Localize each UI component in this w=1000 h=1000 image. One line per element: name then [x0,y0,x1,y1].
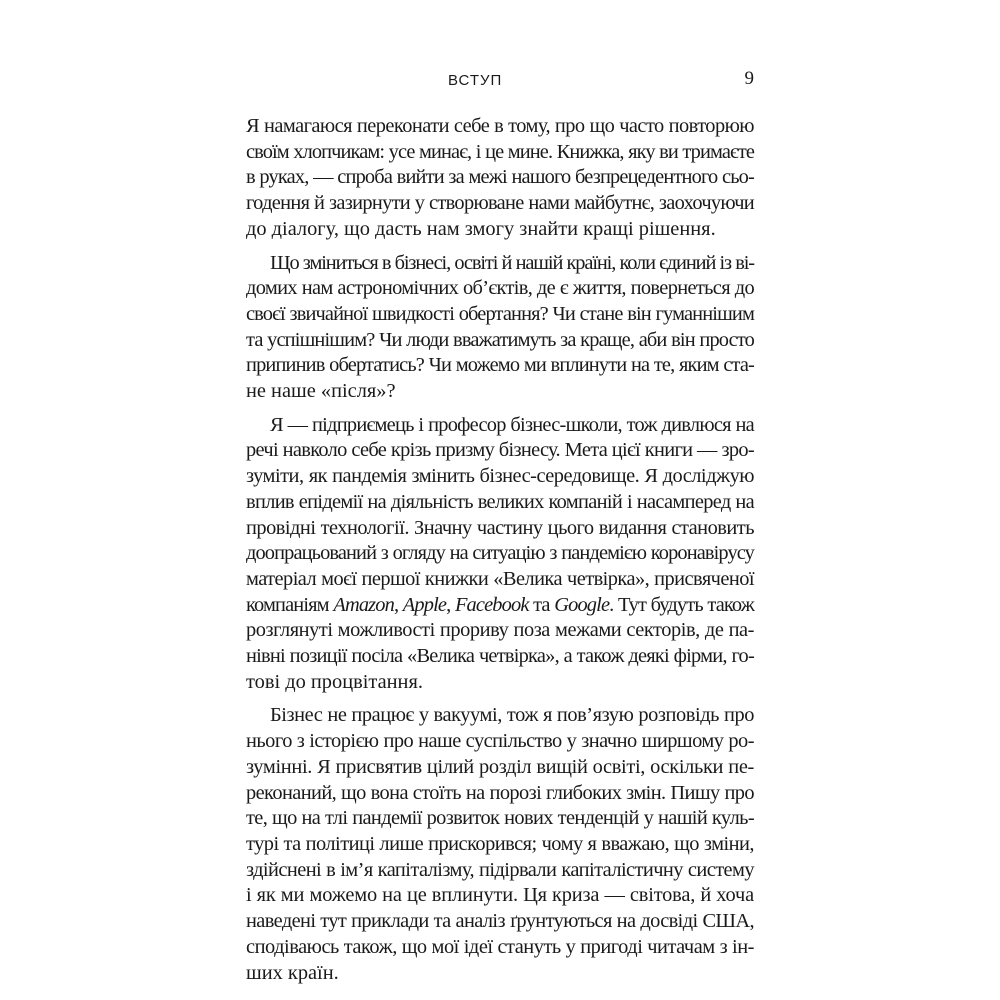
text-line: зуміти, як пандемія змінить бізнес-середовище. Я досліджую [246,465,754,488]
text-line: компаніям Amazon, Apple, Facebook та Google. Тут будуть також [246,593,754,616]
page-number: 9 [744,68,754,89]
text-line: своєї звичайної швидкості обертання? Чи стане він гуманнішим [246,302,754,325]
text-line: в руках, — спроба вийти за межі нашого безпрецедентного сьо- [246,166,754,189]
text-line: та успішнішим? Чи люди вважатимуть за краще, аби він просто [246,328,754,351]
text-line: наведені тут приклади та аналіз ґрунтуються на досвіді США, [246,910,754,933]
text-line: вплив епідемії на діяльність великих компаній і насамперед на [246,490,754,513]
text-line: реконаний, що вона стоїть на порозі глибоких змін. Пишу про [246,781,754,804]
text-line: Що зміниться в бізнесі, освіті й нашій країні, коли єдиний із ві- [270,251,754,274]
paragraph-3 [246,413,754,696]
text-line: сподіваюсь також, що мої ідеї стануть у пригоді читачам з ін- [246,935,754,958]
text-line: здійснені в ім’я капіталізму, підірвали капіталістичну систему [246,858,754,881]
text-line: і як ми можемо на це вплинути. Ця криза — світова, й хоча [246,884,754,907]
text-line: провідні технології. Значну частину цього видання становить [246,516,754,539]
paragraph-4 [246,703,754,986]
text-line: Я намагаюся переконати себе в тому, про що часто повторюю [246,115,754,137]
paragraph-2 [246,251,754,405]
running-head [0,68,1000,98]
text-line: Я — підприємець і професор бізнес-школи, тож дивлюся на [270,413,754,436]
text-line: турі та політиці лише прискорився; чому я вважаю, що зміни, [246,832,754,855]
text-line: речі навколо себе крізь призму бізнесу. Мета цієї книги — зро- [246,439,754,462]
text-line: годення й зазирнути у створюване нами майбутнє, заохочуючи [246,192,754,215]
text-line: зумінні. Я присвятив цілий розділ вищій освіті, оскільки пе- [246,755,754,778]
text-line: розглянуті можливості прориву поза межами секторів, де па- [246,619,754,642]
text-line: не наше «після»? [246,380,396,403]
text-line: нівні позиції посіла «Велика четвірка», а також деякі фірми, го- [246,645,754,668]
text-line: тові до процвітання. [246,670,423,693]
text-line: нього з історією про наше суспільство у значно ширшому ро- [246,730,754,753]
paragraph-1 [246,114,754,243]
text-line: припинив обертатись? Чи можемо ми вплинути на те, яким ста- [246,354,754,377]
text-line: матеріал моєї першої книжки «Велика четвірка», присвяченої [246,567,754,590]
text-line: те, що на тлі пандемії розвиток нових тенденцій у нашій куль- [246,807,754,830]
text-line: ших країн. [246,961,339,984]
text-line: доопрацьований з огляду на ситуацію з пандемією коронавірусу [246,542,754,565]
text-line: Бізнес не працює у вакуумі, тож я пов’язую розповідь про [270,704,754,727]
text-line: своїм хлопчикам: усе минає, і це мине. Книжка, яку ви тримаєте [246,140,754,163]
section-title: ВСТУП [448,72,503,89]
body-text [246,114,754,986]
text-line: до діалогу, що дасть нам змогу знайти кращі рішення. [246,217,716,240]
text-line: домих нам астрономічних об’єктів, де є життя, повернеться до [246,277,754,300]
